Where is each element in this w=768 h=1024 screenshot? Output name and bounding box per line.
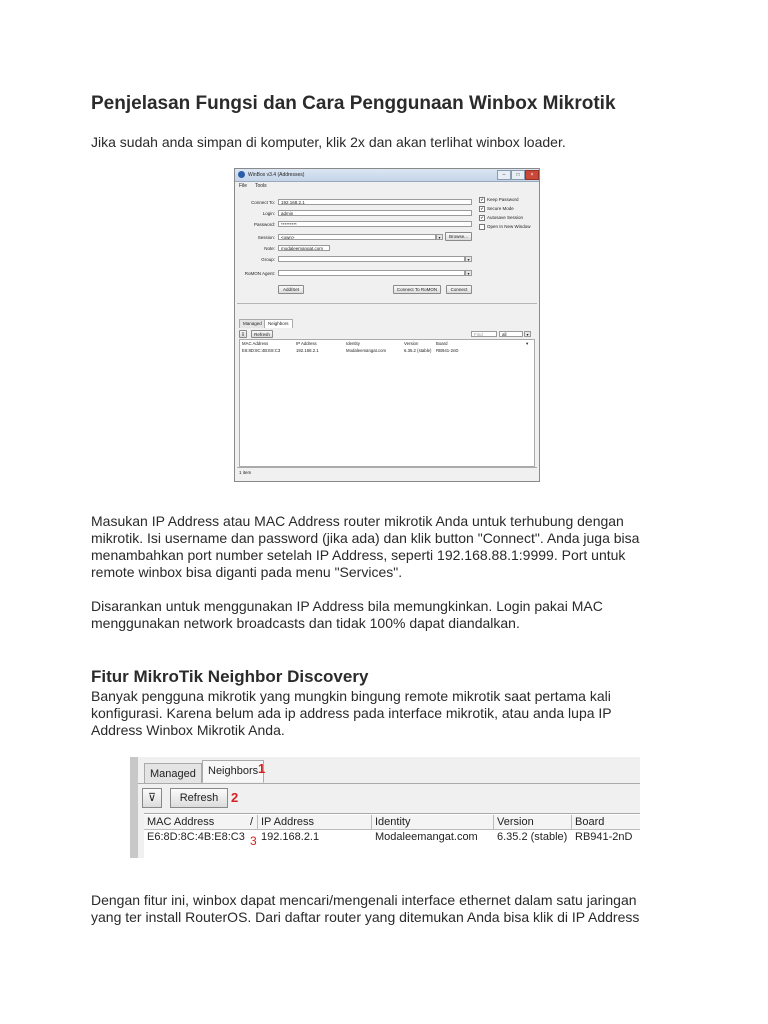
column-ip-address[interactable]: IP Address <box>296 341 317 346</box>
paragraph-line: konfigurasi. Karena belum ada ip address pada interface mikrotik, atau anda lupa IP <box>91 705 612 721</box>
menu-bar <box>235 182 539 190</box>
session-dropdown-icon[interactable]: ▾ <box>436 234 443 240</box>
check-icon: ✔ <box>480 206 484 211</box>
neighbors-screenshot <box>130 757 640 858</box>
paragraph-line: Address Winbox Mikrotik Anda. <box>91 722 285 738</box>
marker-1: 1 <box>258 761 266 776</box>
minimize-icon[interactable]: – <box>497 170 511 180</box>
checkbox-label: Autosave Session <box>487 215 524 221</box>
column-identity[interactable]: Identity <box>346 341 360 346</box>
refresh-button[interactable]: Refresh <box>170 788 228 808</box>
group-select[interactable] <box>278 256 465 262</box>
winbox-app-icon <box>238 171 245 178</box>
recommendation-paragraph <box>91 598 671 632</box>
neighbor-list <box>239 339 535 467</box>
row-mac[interactable]: E6:8D:8C:4B:E8:C3 <box>242 348 281 353</box>
column-mac-address[interactable] <box>144 815 258 829</box>
paragraph-line: yang ter install RouterOS. Dari daftar router yang ditemukan Anda bisa klik di IP Address <box>91 909 640 925</box>
password-input[interactable]: ********* <box>278 221 472 227</box>
column-ip-address[interactable]: IP Address <box>258 815 372 829</box>
check-icon <box>479 224 485 230</box>
column-board[interactable]: Board <box>436 341 448 346</box>
find-input[interactable]: Find <box>471 331 497 337</box>
row-identity[interactable]: Modaleemangat.com <box>375 831 478 843</box>
column-version[interactable]: Version <box>404 341 419 346</box>
group-label: Group: <box>261 257 275 262</box>
maximize-icon[interactable]: □ <box>511 170 525 180</box>
autosave-session-checkbox[interactable] <box>479 215 523 221</box>
column-menu-icon[interactable]: ▾ <box>526 341 529 346</box>
row-mac[interactable]: E6:8D:8C:4B:E8:C3 <box>147 831 245 843</box>
paragraph-line: remote winbox bisa diganti pada menu "Services". <box>91 564 403 580</box>
column-version[interactable]: Version <box>494 815 572 829</box>
browse-button[interactable]: Browse... <box>445 232 472 241</box>
romon-agent-select[interactable] <box>278 270 465 276</box>
note-input[interactable]: modaleemangat.com <box>278 245 330 251</box>
row-version[interactable]: 6.35.2 (stable) <box>497 831 568 843</box>
menu-tools[interactable]: Tools <box>255 183 267 189</box>
marker-2: 2 <box>231 790 239 805</box>
paragraph-line: menggunakan network broadcasts dan tidak 100% dapat diandalkan. <box>91 615 520 631</box>
side-bar <box>130 757 138 858</box>
row-board[interactable]: RB941-2nD <box>575 831 633 843</box>
session-select[interactable]: <own> <box>278 234 436 240</box>
connect-to-label: Connect To: <box>251 200 275 205</box>
section-heading: Fitur MikroTik Neighbor Discovery <box>91 667 369 686</box>
row-version[interactable]: 6.35.2 (stable) <box>404 348 432 353</box>
window-title: WinBox v3.4 (Addresses) <box>248 172 305 178</box>
romon-agent-dropdown-icon[interactable]: ▾ <box>465 270 472 276</box>
marker-3: 3 <box>250 834 257 848</box>
keep-password-checkbox[interactable] <box>479 197 519 203</box>
neighbor-table <box>144 813 640 858</box>
note-label: Note: <box>264 246 275 251</box>
close-icon[interactable]: × <box>525 170 539 180</box>
row-ip[interactable]: 192.168.2.1 <box>296 348 319 353</box>
intro-text: Jika sudah anda simpan di komputer, klik 2x dan akan terlihat winbox loader. <box>91 134 566 150</box>
tab-neighbors[interactable]: Neighbors <box>202 760 264 783</box>
filter-icon[interactable]: ⊽ <box>142 788 162 808</box>
romon-agent-label: RoMON Agent: <box>244 271 275 276</box>
tab-managed[interactable]: Managed <box>239 319 266 328</box>
tab-row <box>138 757 640 784</box>
connect-romon-button[interactable]: Connect To RoMON <box>393 285 441 294</box>
tab-managed[interactable]: Managed <box>144 763 202 783</box>
check-icon: ✔ <box>480 197 484 202</box>
neighbor-paragraph <box>91 688 671 739</box>
refresh-button[interactable]: Refresh <box>251 330 273 338</box>
page-title: Penjelasan Fungsi dan Cara Penggunaan Winbox Mikrotik <box>91 93 616 114</box>
menu-file[interactable]: File <box>239 183 248 189</box>
paragraph-line: Dengan fitur ini, winbox dapat mencari/mengenali interface ethernet dalam satu jaringan <box>91 892 637 908</box>
column-identity[interactable]: Identity <box>372 815 494 829</box>
connect-button[interactable]: Connect <box>446 285 472 294</box>
paragraph-line: Banyak pengguna mikrotik yang mungkin bingung remote mikrotik saat pertama kali <box>91 688 611 704</box>
winbox-loader-screenshot <box>234 168 540 482</box>
login-label: Login: <box>262 211 275 216</box>
session-label: Session: <box>257 235 275 240</box>
sort-icon: / <box>249 816 253 828</box>
checkbox-label: Keep Password <box>487 197 519 203</box>
paragraph-line: Disarankan untuk menggunakan IP Address bila memungkinkan. Login pakai MAC <box>91 598 603 614</box>
add-set-button[interactable]: Add/Set <box>278 285 304 294</box>
login-input[interactable]: admin <box>278 210 472 216</box>
filter-icon[interactable]: ⊽ <box>239 330 247 338</box>
status-bar: 1 item <box>237 467 537 478</box>
row-identity[interactable]: Modaleemangat.com <box>346 348 387 353</box>
column-mac-address[interactable]: MAC Address <box>242 341 269 346</box>
row-board[interactable]: RB941-2nD <box>436 348 459 353</box>
connect-to-input[interactable]: 192.168.2.1 <box>278 199 472 205</box>
tab-neighbors[interactable]: Neighbors <box>264 319 293 328</box>
paragraph-line: Masukan IP Address atau MAC Address router mikrotik Anda untuk terhubung dengan <box>91 513 624 529</box>
checkbox-label: Secure Mode <box>487 206 514 212</box>
intro-paragraph <box>91 134 671 151</box>
filter-select[interactable]: all <box>499 331 523 337</box>
group-dropdown-icon[interactable]: ▾ <box>465 256 472 262</box>
row-ip[interactable]: 192.168.2.1 <box>261 831 320 843</box>
paragraph-line: mikrotik. Isi username dan password (jika ada) dan klik button "Connect". Anda juga bisa <box>91 530 640 546</box>
window-titlebar <box>235 169 539 182</box>
column-label: MAC Address <box>147 816 215 828</box>
password-label: Password: <box>253 222 275 227</box>
filter-dropdown-icon[interactable]: ▾ <box>524 331 531 337</box>
paragraph-line: menambahkan port number setelah IP Address, seperti 192.168.88.1:9999. Port untuk <box>91 547 626 563</box>
secure-mode-checkbox[interactable] <box>479 206 514 212</box>
column-board[interactable]: Board <box>572 815 640 829</box>
open-new-window-checkbox[interactable] <box>479 224 531 230</box>
check-icon: ✔ <box>480 215 484 220</box>
connect-paragraph <box>91 513 671 581</box>
divider <box>237 303 537 304</box>
closing-paragraph <box>91 892 671 926</box>
checkbox-label: Open In New Window <box>487 224 531 230</box>
